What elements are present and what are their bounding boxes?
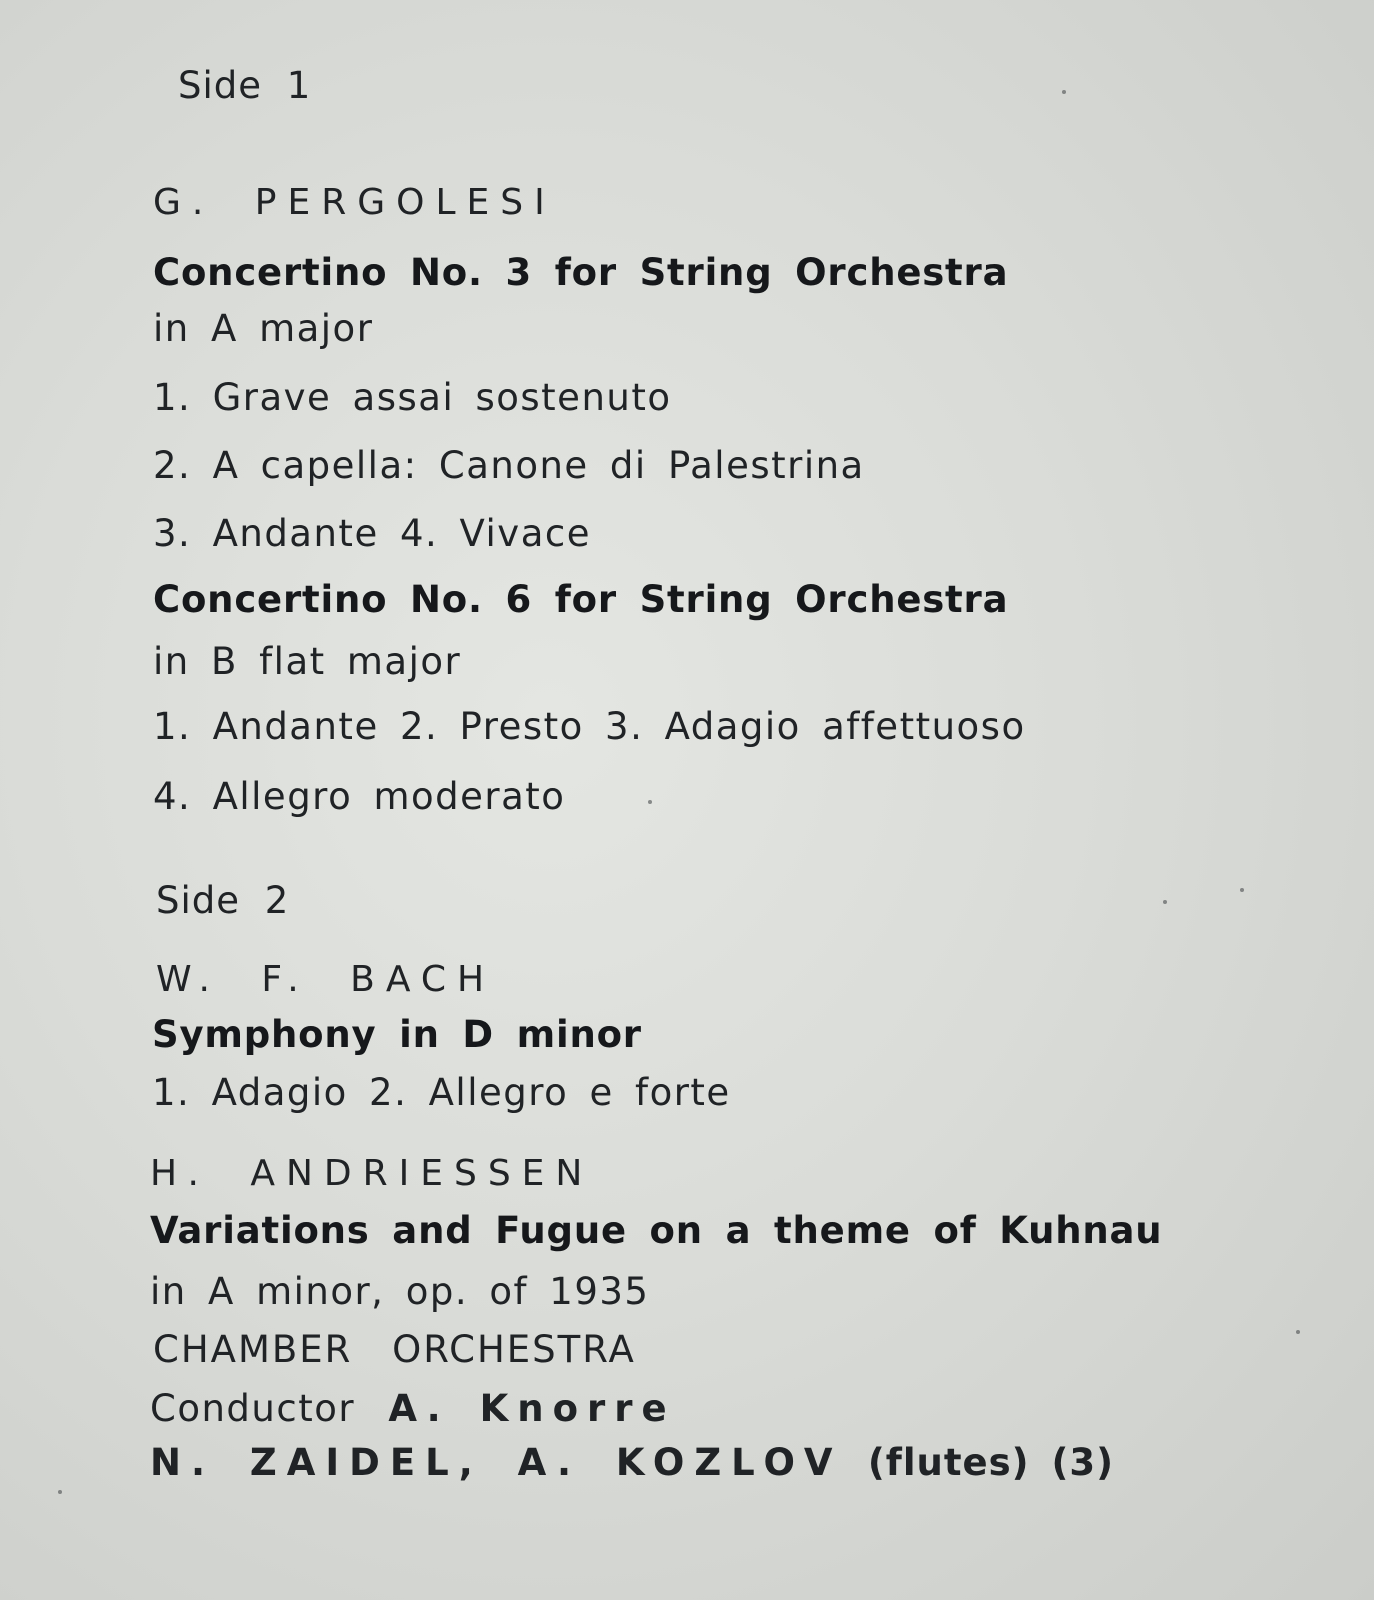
soloists-note: (flutes) (3) <box>867 1441 1115 1484</box>
composer-andriessen: H. ANDRIESSEN <box>150 1153 594 1194</box>
work-title-concertino-6: Concertino No. 6 for String Orchestra <box>153 578 1009 621</box>
movement-line: 1. Grave assai sostenuto <box>153 376 672 419</box>
side-1-label: Side 1 <box>178 64 312 107</box>
paper-speck <box>1163 900 1167 904</box>
work-key-concertino-6: in B flat major <box>153 640 462 683</box>
conductor-name: A. Knorre <box>388 1387 676 1430</box>
work-title-concertino-3: Concertino No. 3 for String Orchestra <box>153 251 1009 294</box>
composer-pergolesi: G. PERGOLESI <box>153 182 556 223</box>
soloists-names: N. ZAIDEL, A. KOZLOV <box>150 1441 843 1484</box>
work-key-concertino-3: in A major <box>153 307 374 350</box>
work-title-symphony: Symphony in D minor <box>152 1013 642 1056</box>
paper-speck <box>1062 90 1066 94</box>
movement-line: 4. Allegro moderato <box>153 775 566 818</box>
ensemble-name: CHAMBER ORCHESTRA <box>153 1328 636 1371</box>
soloists-line <box>150 1441 1114 1485</box>
side-2-label: Side 2 <box>156 879 290 922</box>
movement-line: 1. Adagio 2. Allegro e forte <box>152 1071 731 1114</box>
work-title-variations: Variations and Fugue on a theme of Kuhnau <box>150 1209 1163 1252</box>
work-key-variations: in A minor, op. of 1935 <box>150 1270 650 1313</box>
composer-bach: W. F. BACH <box>156 959 496 1000</box>
paper-speck <box>58 1490 62 1494</box>
movement-line: 3. Andante 4. Vivace <box>153 512 591 555</box>
paper-speck <box>1240 888 1244 892</box>
movement-line: 1. Andante 2. Presto 3. Adagio affettuoso <box>153 705 1026 748</box>
conductor-line <box>150 1387 676 1431</box>
paper-speck <box>648 800 652 804</box>
paper-speck <box>1296 1330 1300 1334</box>
conductor-prefix: Conductor <box>150 1387 356 1430</box>
movement-line: 2. A capella: Canone di Palestrina <box>153 444 865 487</box>
